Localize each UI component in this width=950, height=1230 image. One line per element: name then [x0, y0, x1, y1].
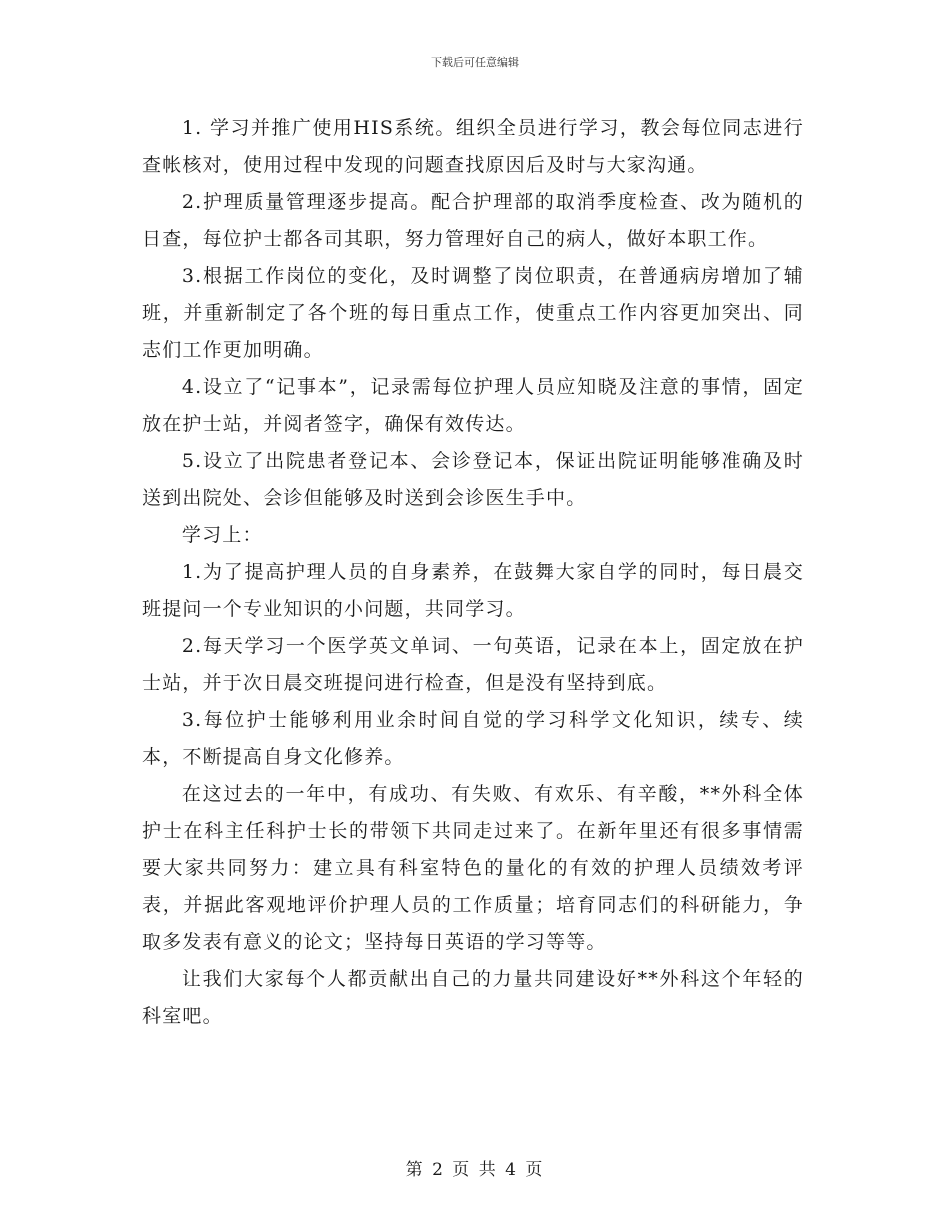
paragraph-quality-management: 2.护理质量管理逐步提高。配合护理部的取消季度检查、改为随机的日查，每位护士都各司其职，努力管理好自己的病人，做好本职工作。 [142, 191, 804, 250]
paragraph-self-study: 3.每位护士能够利用业余时间自觉的学习科学文化知识，续专、续本，不断提高自身文化修养。 [142, 709, 804, 768]
paragraph-post-duties: 3.根据工作岗位的变化，及时调整了岗位职责，在普通病房增加了辅班，并重新制定了各个班的每日重点工作，使重点工作内容更加突出、同志们工作更加明确。 [142, 265, 804, 361]
section-heading-study: 学习上： [181, 524, 263, 546]
paragraph-english-study: 2.每天学习一个医学英文单词、一句英语，记录在本上，固定放在护士站，并于次日晨交班提问进行检查，但是没有坚持到底。 [142, 635, 804, 694]
paragraph-closing: 让我们大家每个人都贡献出自己的力量共同建设好**外科这个年轻的科室吧。 [142, 968, 804, 1027]
header-note: 下载后可任意编辑 [431, 56, 519, 69]
paragraph-year-summary: 在这过去的一年中，有成功、有失败、有欢乐、有辛酸，**外科全体护士在科主任科护士长的带领下共同走过来了。在新年里还有很多事情需要大家共同努力：建立具有科室特色的量化的有效的护理人员绩效考评表，并据此客观地评价护理人员的工作质量；培育同志们的科研能力，争取多发表有意义的论文；坚持每日英语的学习等等。 [142, 783, 804, 953]
page-number: 第 2 页 共 4 页 [405, 1160, 545, 1180]
paragraph-registration: 5.设立了出院患者登记本、会诊登记本，保证出院证明能够准确及时送到出院处、会诊但能够及时送到会诊医生手中。 [142, 450, 804, 509]
document-body [142, 110, 804, 1035]
paragraph-his-system: 1. 学习并推广使用HIS系统。组织全员进行学习，教会每位同志进行查帐核对，使用过程中发现的问题查找原因后及时与大家沟通。 [142, 117, 804, 176]
paragraph-study-question: 1.为了提高护理人员的自身素养，在鼓舞大家自学的同时，每日晨交班提问一个专业知识的小问题，共同学习。 [142, 561, 804, 620]
paragraph-notebook: 4.设立了“记事本”，记录需每位护理人员应知晓及注意的事情，固定放在护士站，并阅者签字，确保有效传达。 [142, 376, 804, 435]
